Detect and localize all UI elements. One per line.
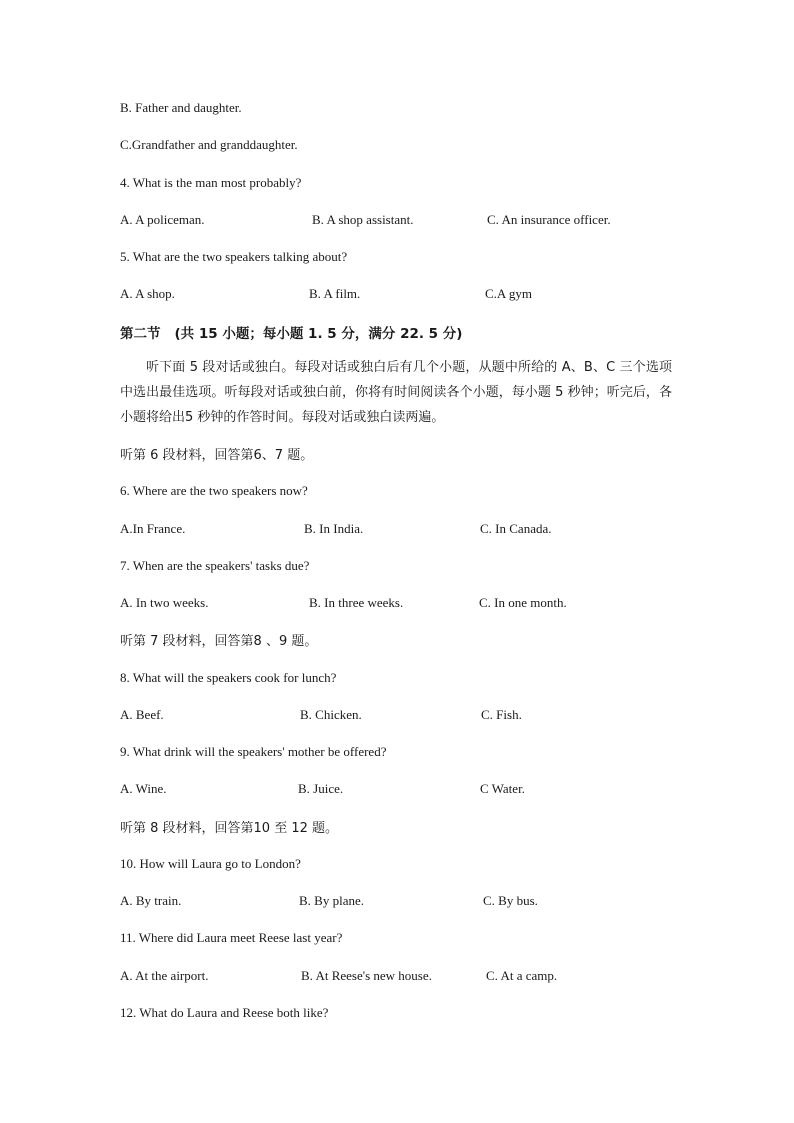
question-9: 9. What drink will the speakers' mother be offered? xyxy=(120,744,387,759)
q5-option-c: C.A gym xyxy=(485,286,532,301)
q7-option-a: A. In two weeks. xyxy=(120,595,209,610)
q4-option-b: B. A shop assistant. xyxy=(312,212,414,227)
q6-option-a: A.In France. xyxy=(120,521,186,536)
q8-option-b: B. Chicken. xyxy=(300,707,362,722)
q4-option-c: C. An insurance officer. xyxy=(487,212,611,227)
section-2-heading xyxy=(120,322,462,342)
section-2-scoring: (共 15 小题；每小题 1. 5 分，满分 22. 5 分) xyxy=(174,326,463,342)
q10-option-a: A. By train. xyxy=(120,893,182,908)
question-11: 11. Where did Laura meet Reese last year? xyxy=(120,930,343,945)
q4-option-a: A. A policeman. xyxy=(120,212,205,227)
q6-option-b: B. In India. xyxy=(304,521,364,536)
material-8-heading: 听第 8 段材料，回答第10 至 12 题。 xyxy=(120,821,339,836)
q10-option-b: B. By plane. xyxy=(299,893,364,908)
question-10: 10. How will Laura go to London? xyxy=(120,856,301,871)
question-12: 12. What do Laura and Reese both like? xyxy=(120,1005,329,1020)
q7-option-c: C. In one month. xyxy=(479,595,567,610)
q10-option-c: C. By bus. xyxy=(483,893,538,908)
question-4: 4. What is the man most probably? xyxy=(120,175,302,190)
q9-option-b: B. Juice. xyxy=(298,781,344,796)
q8-option-a: A. Beef. xyxy=(120,707,164,722)
section-2-title: 第二节 xyxy=(120,326,161,342)
q9-option-a: A. Wine. xyxy=(120,781,167,796)
q9-option-c: C Water. xyxy=(480,781,525,796)
q6-option-c: C. In Canada. xyxy=(480,521,552,536)
q11-option-b: B. At Reese's new house. xyxy=(301,968,432,983)
question-8: 8. What will the speakers cook for lunch? xyxy=(120,670,337,685)
question-6: 6. Where are the two speakers now? xyxy=(120,483,308,498)
q7-option-b: B. In three weeks. xyxy=(309,595,404,610)
q3-option-b: B. Father and daughter. xyxy=(120,100,242,115)
q3-option-c: C.Grandfather and granddaughter. xyxy=(120,137,298,152)
material-7-heading: 听第 7 段材料，回答第8 、9 题。 xyxy=(120,634,318,649)
q11-option-a: A. At the airport. xyxy=(120,968,209,983)
q8-option-c: C. Fish. xyxy=(481,707,522,722)
q5-option-b: B. A film. xyxy=(309,286,361,301)
question-5: 5. What are the two speakers talking about? xyxy=(120,249,348,264)
section-2-instructions: 听下面 5 段对话或独白。每段对话或独白后有几个小题，从题中所给的 A、B、C 三个选项中选出最佳选项。听每段对话或独白前，你将有时间阅读各个小题，每小题 5 秒钟；听完后，各小题将给出5 秒钟的作答时间。每段对话或独白读两遍。 xyxy=(120,360,672,425)
question-7: 7. When are the speakers' tasks due? xyxy=(120,558,310,573)
q11-option-c: C. At a camp. xyxy=(486,968,558,983)
q5-option-a: A. A shop. xyxy=(120,286,175,301)
material-6-heading: 听第 6 段材料，回答第6、7 题。 xyxy=(120,448,314,463)
